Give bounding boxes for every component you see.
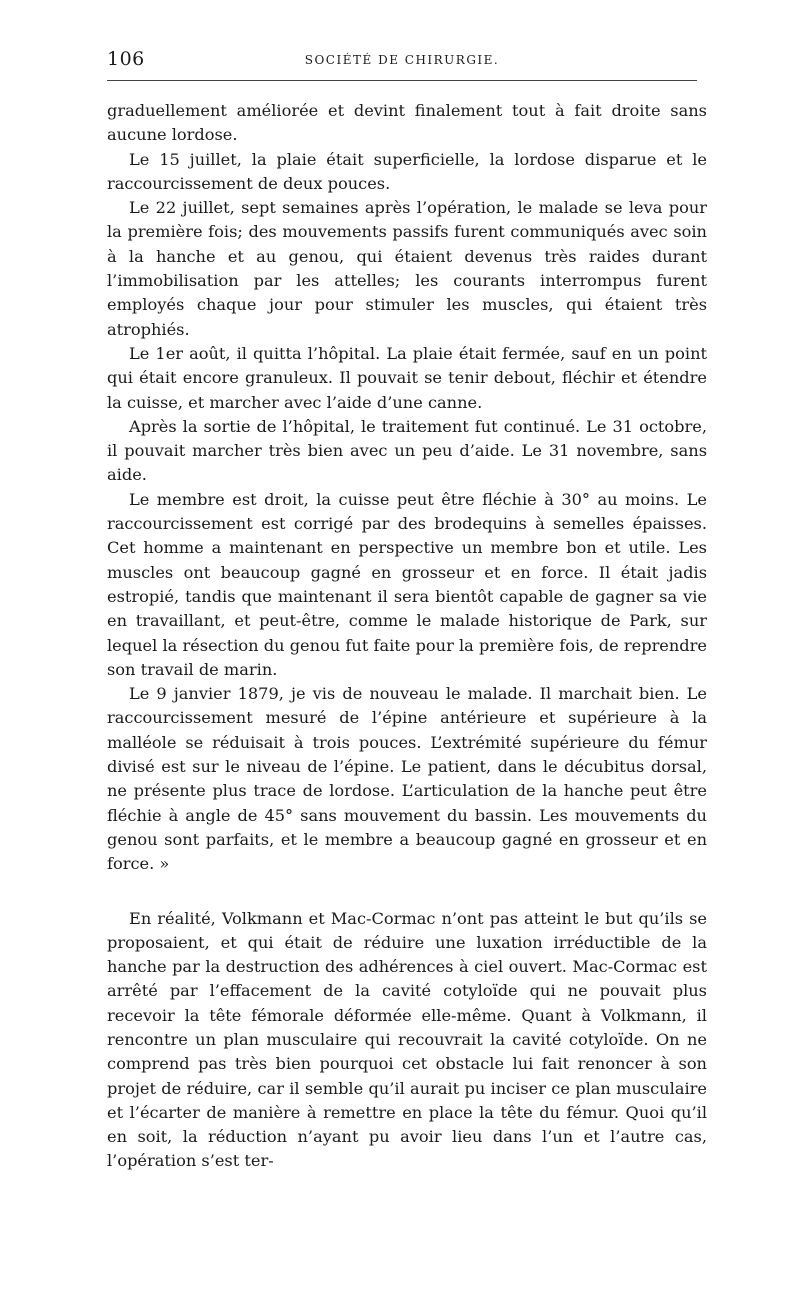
- section-gap: [107, 877, 707, 907]
- paragraph-9-janvier: Le 9 janvier 1879, je vis de nouveau le malade. Il marchait bien. Le raccourcissement mesuré de l’épine antérieure et supérieure à la malléole se réduisait à trois pouces. L’extrémité supérieure du fémur divisé est sur le niveau de l’épine. Le patient, dans le décubitus dorsal, ne présente plus trace de lordose. L’articulation de la hanche peut être fléchie à angle de 45° sans mouvement du bassin. Les mouvements du genou sont parfaits, et le membre a beaucoup gagné en grosseur et en force. »: [107, 684, 707, 874]
- paragraph-en-realite: En réalité, Volkmann et Mac-Cormac n’ont pas atteint le but qu’ils se proposaient, et qui était de réduire une luxation irréductible de la hanche par la destruction des adhérences à ciel ouvert. Mac-Cormac est arrêté par l’effacement de la cavité cotyloïde qui ne pouvait plus recevoir la tête fémorale déformée elle-même. Quant à Volkmann, il rencontre un plan musculaire qui recouvrait la cavité cotyloïde. On ne comprend pas très bien pourquoi cet obstacle lui fait renoncer à son projet de réduire, car il semble qu’il aurait pu inciser ce plan musculaire et l’écarter de manière à remettre en place la tête du fémur. Quoi qu’il en soit, la réduction n’ayant pu avoir lieu dans l’un et l’autre cas, l’opération s’est ter-: [107, 908, 707, 1171]
- paragraph-22-juillet: Le 22 juillet, sept semaines après l’opération, le malade se leva pour la première fois; des mouvements passifs furent communiqués avec soin à la hanche et au genou, qui étaient devenus très raides durant l’immobilisation par les attelles; les courants interrompus furent employés chaque jour pour stimuler les muscles, qui étaient très atrophiés.: [107, 198, 707, 339]
- paragraph-continuation: graduellement améliorée et devint finalement tout à fait droite sans aucune lordose.: [107, 101, 707, 145]
- page-header: [107, 48, 697, 72]
- paragraph-15-juillet: Le 15 juillet, la plaie était superficielle, la lordose disparue et le raccourcissement de deux pouces.: [107, 149, 707, 193]
- paragraph-membre-droit: Le membre est droit, la cuisse peut être fléchie à 30° au moins. Le raccourcissement est corrigé par des brodequins à semelles épaisses. Cet homme a maintenant en perspective un membre bon et utile. Les muscles ont beaucoup gagné en grosseur et en force. Il était jadis estropié, tandis que maintenant il sera bientôt capable de gagner sa vie en travaillant, et peut-être, comme le malade historique de Park, sur lequel la résection du genou fut faite pour la première fois, de reprendre son travail de marin.: [107, 489, 707, 679]
- header-rule: [107, 80, 697, 81]
- paragraph-sortie-hopital: Après la sortie de l’hôpital, le traitement fut continué. Le 31 octobre, il pouvait marcher très bien avec un peu d’aide. Le 31 novembre, sans aide.: [107, 416, 707, 485]
- running-head: SOCIÉTÉ DE CHIRURGIE.: [304, 53, 500, 67]
- paragraph-1er-aout: Le 1er août, il quitta l’hôpital. La plaie était fermée, sauf en un point qui était encore granuleux. Il pouvait se tenir debout, fléchir et étendre la cuisse, et marcher avec l’aide d’une canne.: [107, 343, 707, 412]
- page-number: 106: [107, 48, 145, 70]
- body-text: [107, 99, 707, 1174]
